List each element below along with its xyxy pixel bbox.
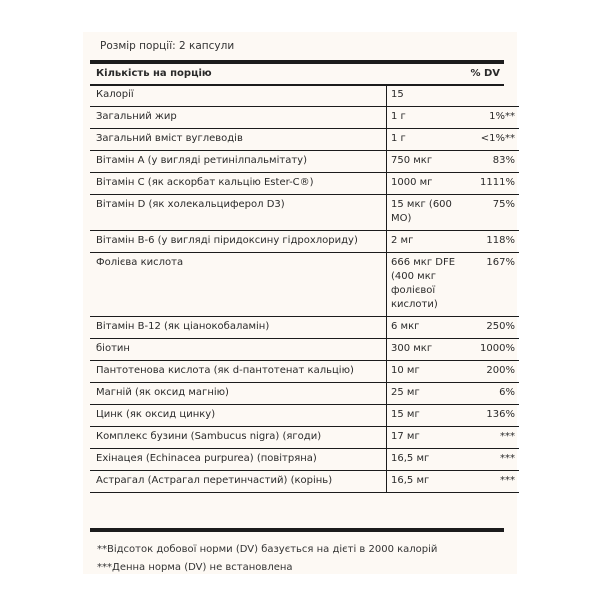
nutrient-name: Цинк (як оксид цинку) <box>90 405 387 427</box>
table-row <box>90 427 519 449</box>
table-row <box>90 471 519 493</box>
nutrient-amount: 750 мкг <box>387 151 468 173</box>
nutrient-amount: 16,5 мг <box>387 471 468 493</box>
table-row <box>90 231 519 253</box>
nutrient-name: Комплекс бузини (Sambucus nigra) (ягоди) <box>90 427 387 449</box>
table-row <box>90 107 519 129</box>
table-row <box>90 361 519 383</box>
amount-per-serving-label: Кількість на порцію <box>96 68 212 79</box>
nutrient-dv: 136% <box>467 405 519 427</box>
nutrient-amount: 1 г <box>387 107 468 129</box>
table-row <box>90 405 519 427</box>
nutrient-name: Вітамін В-12 (як ціанокобаламін) <box>90 317 387 339</box>
table-row <box>90 173 519 195</box>
nutrient-amount: 6 мкг <box>387 317 468 339</box>
nutrient-dv: 250% <box>467 317 519 339</box>
nutrient-amount: 666 мкг DFE (400 мкг фолієвої кислоти) <box>387 253 468 317</box>
dv-label: % DV <box>470 68 500 79</box>
nutrient-amount: 15 мкг (600 МО) <box>387 195 468 231</box>
table-row <box>90 85 519 107</box>
nutrient-amount: 25 мг <box>387 383 468 405</box>
table-row <box>90 383 519 405</box>
nutrient-dv: 118% <box>467 231 519 253</box>
nutrient-name: Фолієва кислота <box>90 253 387 317</box>
nutrient-name: Загальний вміст вуглеводів <box>90 129 387 151</box>
serving-size: Розмір порції: 2 капсули <box>100 40 235 52</box>
nutrient-dv: 1000% <box>467 339 519 361</box>
nutrient-dv: *** <box>467 471 519 493</box>
nutrient-name: Калорії <box>90 85 387 107</box>
nutrient-name: Вітамін D (як холекальциферол D3) <box>90 195 387 231</box>
nutrient-dv: 200% <box>467 361 519 383</box>
nutrient-dv: 1111% <box>467 173 519 195</box>
nutrient-amount: 16,5 мг <box>387 449 468 471</box>
nutrient-dv: 75% <box>467 195 519 231</box>
nutrient-amount: 2 мг <box>387 231 468 253</box>
footnote-dv-basis: **Відсоток добової норми (DV) базується на дієті в 2000 калорій <box>97 544 438 555</box>
nutrient-dv <box>467 85 519 107</box>
nutrient-name: Астрагал (Астрагал перетинчастий) (корінь) <box>90 471 387 493</box>
table-row <box>90 449 519 471</box>
table-row <box>90 151 519 173</box>
nutrient-dv: <1%** <box>467 129 519 151</box>
footnote-dv-not-established: ***Денна норма (DV) не встановлена <box>97 562 293 573</box>
table-row <box>90 195 519 231</box>
nutrient-amount: 300 мкг <box>387 339 468 361</box>
nutrient-amount: 15 мг <box>387 405 468 427</box>
table-row <box>90 129 519 151</box>
nutrient-dv: 83% <box>467 151 519 173</box>
nutrient-name: Пантотенова кислота (як d-пантотенат кальцію) <box>90 361 387 383</box>
nutrient-dv: *** <box>467 427 519 449</box>
nutrient-name: Загальний жир <box>90 107 387 129</box>
nutrient-amount: 1000 мг <box>387 173 468 195</box>
table-row <box>90 253 519 317</box>
nutrient-name: біотин <box>90 339 387 361</box>
bottom-divider <box>90 528 504 532</box>
nutrient-name: Вітамін А (у вигляді ретинілпальмітату) <box>90 151 387 173</box>
footnotes <box>97 541 437 577</box>
nutrient-dv: 167% <box>467 253 519 317</box>
nutrient-dv: 1%** <box>467 107 519 129</box>
top-divider <box>90 60 504 64</box>
nutrient-dv: *** <box>467 449 519 471</box>
nutrient-dv: 6% <box>467 383 519 405</box>
nutrients-table <box>90 85 519 493</box>
nutrient-name: Магній (як оксид магнію) <box>90 383 387 405</box>
nutrient-name: Вітамін В-6 (у вигляді піридоксину гідрохлориду) <box>90 231 387 253</box>
nutrient-name: Вітамін С (як аскорбат кальцію Ester-C®) <box>90 173 387 195</box>
nutrient-amount: 17 мг <box>387 427 468 449</box>
nutrient-name: Ехінацея (Echinacea purpurea) (повітряна) <box>90 449 387 471</box>
table-row <box>90 317 519 339</box>
nutrient-amount: 15 <box>387 85 468 107</box>
table-row <box>90 339 519 361</box>
table-header <box>96 68 502 82</box>
nutrient-amount: 10 мг <box>387 361 468 383</box>
nutrient-amount: 1 г <box>387 129 468 151</box>
